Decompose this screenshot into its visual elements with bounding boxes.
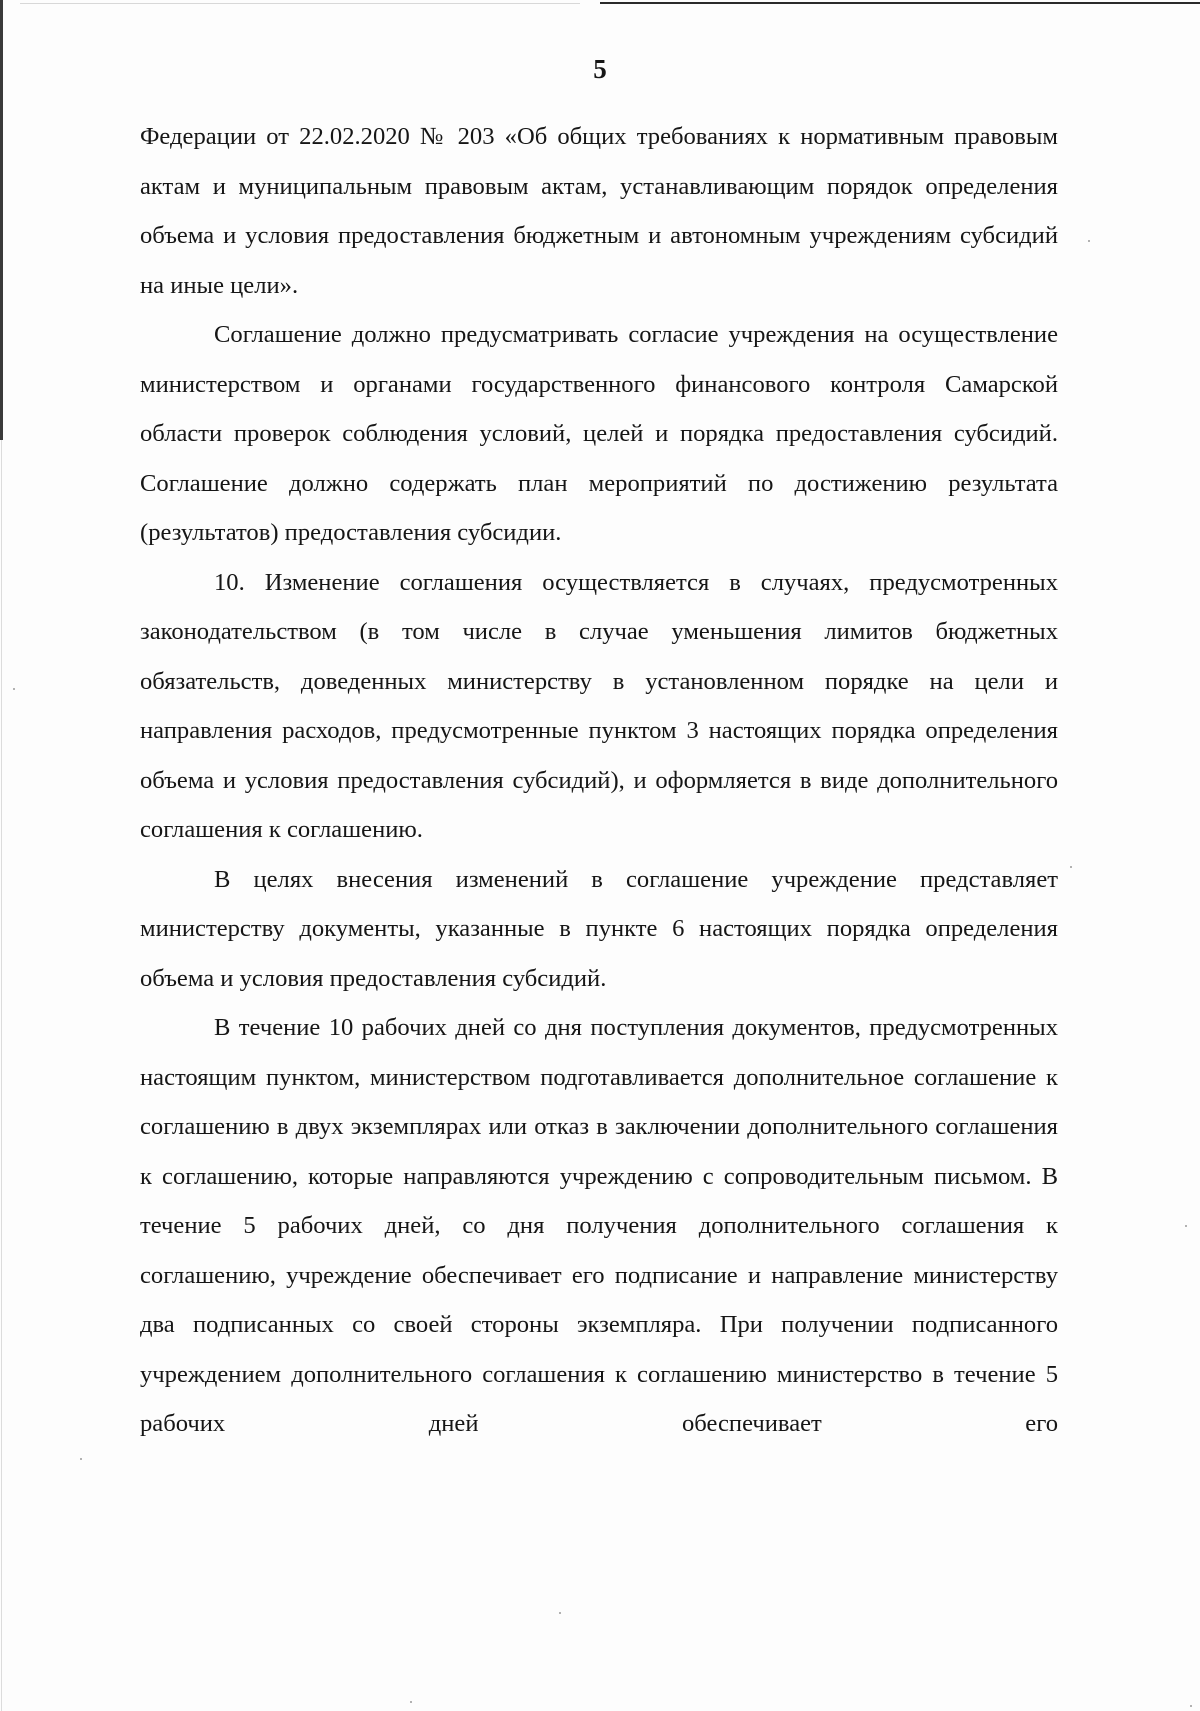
body-text [140,112,1058,1449]
paragraph: В целях внесения изменений в соглашение учреждение представляет министерству документы, указанные в пункте 6 настоящих порядка определения объема и условия предоставления субсидий. [140,865,1058,992]
scan-speck [1185,1225,1187,1227]
scan-artifact-top-faint [20,3,580,4]
scan-speck [13,688,15,690]
paragraph: В течение 10 рабочих дней со дня поступления документов, предусмотренных настоящим пунктом, министерством подготавливается дополнительное соглашение к соглашению в двух экземплярах или отказ в заключении дополнительного соглашения к соглашению, которые направляются учреждению с сопроводительным письмом. В течение 5 рабочих дней, со дня получения дополнительного соглашения к соглашению, учреждение обеспечивает его подписание и направление министерству два подписанных со своей стороны экземпляра. При получении подписанного учреждением дополнительного соглашения к соглашению министерство в течение 5 рабочих дней обеспечивает его [140,1014,1058,1437]
scan-speck [1088,240,1090,242]
scan-speck [559,1612,561,1614]
scan-speck [80,1458,82,1460]
paragraph: Соглашение должно предусматривать согласие учреждения на осуществление министерством и органами государственного финансового контроля Самарской области проверок соблюдения условий, целей и порядка предоставления субсидий. Соглашение должно содержать план мероприятий по достижению результата (результатов) предоставления субсидии. [140,321,1058,546]
scan-artifact-top-edge [600,2,1200,4]
paragraph: Федерации от 22.02.2020 № 203 «Об общих требованиях к нормативным правовым актам и муниципальным правовым актам, устанавливающим порядок определения объема и условия предоставления бюджетным и автономным учреждениям субсидий на иные цели». [140,123,1058,299]
paragraph: 10. Изменение соглашения осуществляется в случаях, предусмотренных законодательством (в том числе в случае уменьшения лимитов бюджетных обязательств, доведенных министерству в установленном порядке на цели и направления расходов, предусмотренные пунктом 3 настоящих порядка определения объема и условия предоставления субсидий), и оформляется в виде дополнительного соглашения к соглашению. [140,568,1058,843]
scan-speck [1190,1705,1192,1707]
page-number: 5 [593,54,607,84]
scan-speck [410,1701,412,1703]
scan-artifact-left-faint [1,440,2,1711]
scan-speck [1070,866,1072,868]
